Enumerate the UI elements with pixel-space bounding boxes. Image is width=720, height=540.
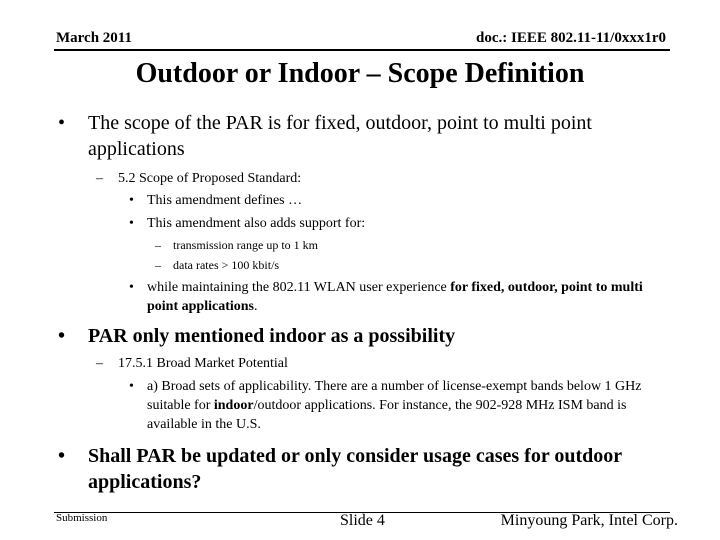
dash-marker: – <box>96 171 103 186</box>
item-applicability-suffix: /outdoor applications. For instance, the 902-928 MHz ISM band is available in the U.S. <box>147 398 627 432</box>
sub-scope-standard <box>96 170 678 188</box>
item-applicability-bold: indoor <box>213 398 254 413</box>
header-date: March 2011 <box>56 30 132 46</box>
item-amendment-defines-text: This amendment defines … <box>147 193 303 208</box>
header-divider <box>54 49 670 51</box>
footer-author: Minyoung Park, Intel Corp. <box>500 512 678 529</box>
item-applicability <box>129 377 677 434</box>
bullet-dot: • <box>58 325 66 347</box>
item-user-experience-prefix: while maintaining the 802.11 WLAN user experience <box>147 280 451 295</box>
footer-submission: Submission <box>56 512 108 524</box>
bullet-dot: • <box>129 280 134 295</box>
dash-marker: – <box>96 356 103 371</box>
item-amendment-adds-text: This amendment also adds support for: <box>147 216 366 231</box>
bullet-dot: • <box>129 216 134 231</box>
header-doc-id: doc.: IEEE 802.11-11/0xxx1r0 <box>475 30 666 46</box>
subitem-range-text: transmission range up to 1 km <box>173 238 318 252</box>
bullet-par-indoor-text: PAR only mentioned indoor as a possibility <box>88 325 456 347</box>
subitem-rates <box>155 257 673 273</box>
bullet-par-indoor <box>58 323 688 349</box>
bullet-question <box>58 443 688 495</box>
bullet-question-text: Shall PAR be updated or only consider usage cases for outdoor applications? <box>88 445 622 493</box>
bullet-scope <box>58 110 688 162</box>
subitem-rates-text: data rates > 100 kbit/s <box>173 258 280 272</box>
bullet-dot: • <box>58 445 66 467</box>
item-user-experience-suffix: . <box>253 299 258 314</box>
sub-market-potential-text: 17.5.1 Broad Market Potential <box>118 356 288 371</box>
item-user-experience <box>129 278 677 316</box>
sub-scope-standard-text: 5.2 Scope of Proposed Standard: <box>118 171 302 186</box>
bullet-dot: • <box>129 193 134 208</box>
slide-title: Outdoor or Indoor – Scope Definition <box>135 58 585 89</box>
item-applicability-prefix: a) Broad sets of applicability. There are a number of license-exempt bands below 1 GHz suitable for <box>147 379 642 413</box>
bullet-scope-text: The scope of the PAR is for fixed, outdoor, point to multi point applications <box>88 112 592 160</box>
dash-marker: – <box>155 238 161 252</box>
dash-marker: – <box>155 258 161 272</box>
item-amendment-adds <box>129 214 677 233</box>
footer-slide-number: Slide 4 <box>340 512 385 529</box>
bullet-dot: • <box>58 112 66 134</box>
item-amendment-defines <box>129 191 677 210</box>
sub-market-potential <box>96 355 678 373</box>
bullet-dot: • <box>129 379 134 394</box>
subitem-range <box>155 237 673 253</box>
item-user-experience-bold: for fixed, outdoor, point to multi point applications <box>147 280 643 314</box>
